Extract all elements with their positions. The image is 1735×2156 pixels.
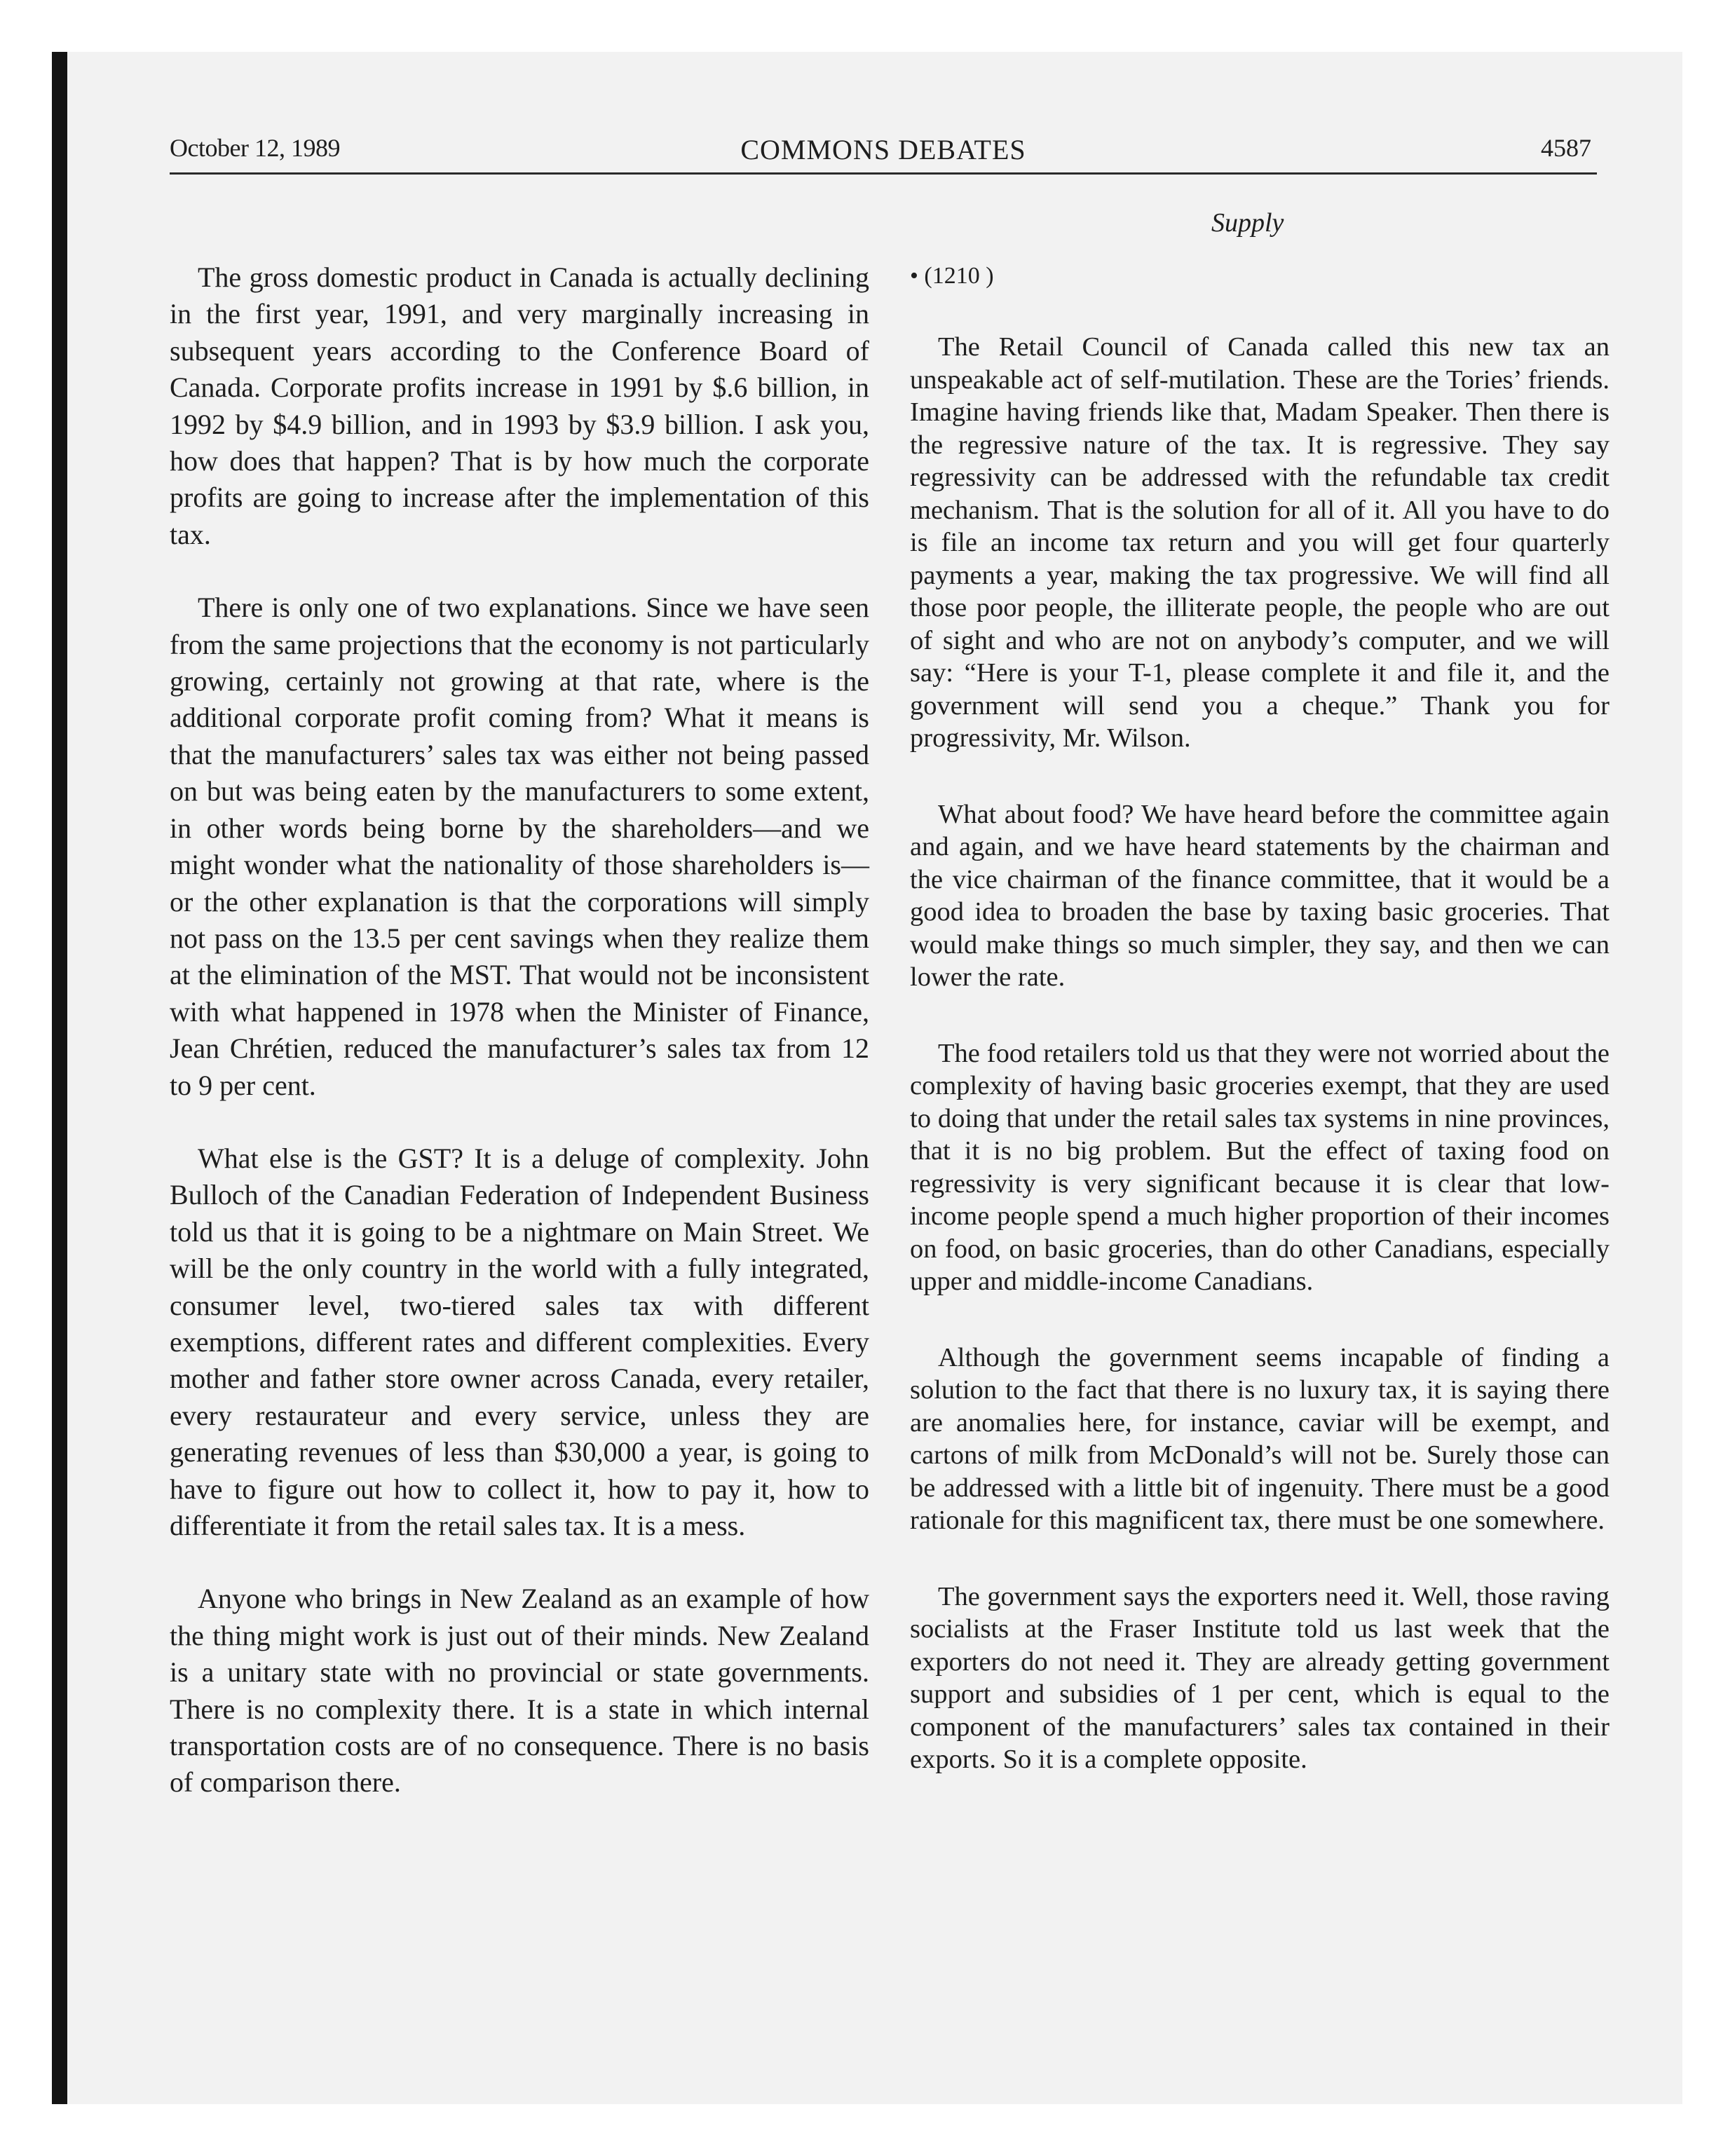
paragraph: The food retailers told us that they were not worried about the complexity of having basic groceries exempt, that they are used to doing that under the retail sales tax systems in nine provinces, that it is no big problem. But the effect of taxing food on regressivity is very significant because it is clear that low-income people spend a much higher proportion of their incomes on food, on basic groceries, than do other Canadians, especially upper and middle-income Canadians. <box>910 1038 1610 1296</box>
time-marker: • (1210 ) <box>910 263 994 289</box>
page-number: 4587 <box>1541 134 1591 162</box>
page-header <box>170 128 1597 172</box>
header-date: October 12, 1989 <box>170 134 340 162</box>
paragraph: The government says the exporters need it. Well, those raving socialists at the Fraser Institute told us last week that the exporters do not need it. They are already getting government support and subsidies of 1 per cent, which is equal to the component of the manufacturers’ sales tax contained in their exports. So it is a complete opposite. <box>910 1581 1610 1774</box>
paragraph: What else is the GST? It is a deluge of complexity. John Bulloch of the Canadian Federation of Independent Business told us that it is going to be a nightmare on Main Street. We will be the only country in the world with a fully integrated, consumer level, two-tiered sales tax with different exemptions, different rates and different complexities. Every mother and father store owner across Canada, every retailer, every restaurateur and every service, unless they are generating revenues of less than $30,000 a year, is going to have to figure out how to collect it, how to pay it, how to differentiate it from the retail sales tax. It is a mess. <box>170 1142 869 1541</box>
paragraph: Anyone who brings in New Zealand as an example of how the thing might work is just out of their minds. New Zealand is a unitary state with no provincial or state governments. There is no complexity there. It is a state in which internal transportation costs are of no consequence. There is no basis of comparison there. <box>170 1583 869 1799</box>
header-title: COMMONS DEBATES <box>740 134 1026 165</box>
paragraph: The Retail Council of Canada called this new tax an unspeakable act of self-mutilation. These are the Tories’ friends. Imagine having friends like that, Madam Speaker. Then there is the regressive nature of the tax. It is regressive. They say regressivity can be addressed with the refundable tax credit mechanism. That is the solution for all of it. All you have to do is file an income tax return and you will get four quarterly payments a year, making the tax progressive. We will find all those poor people, the illiterate people, the people who are out of sight and who are not on anybody’s computer, and we will say: “Here is your T-1, please complete it and file it, and the government will send you a cheque.” Thank you for progressivity, Mr. Wilson. <box>910 332 1610 753</box>
paragraph: There is only one of two explanations. Since we have seen from the same projections that the economy is not particularly growing, certainly not growing at that rate, where is the additional corporate profit coming from? What it means is that the manufacturers’ sales tax was either not being passed on but was being eaten by the manufacturers to some extent, in other words being borne by the shareholders—and we might wonder what the nationality of those shareholders is—or the other explanation is that the corporations will simply not pass on the 13.5 per cent savings when they realize them at the elimination of the MST. That would not be inconsistent with what happened in 1978 when the Minister of Finance, Jean Chrétien, reduced the manufacturer’s sales tax from 12 to 9 per cent. <box>170 592 869 1101</box>
paragraph: What about food? We have heard before the committee again and again, and we have heard statements by the chairman and the vice chairman of the finance committee, that it would be a good idea to broaden the base by taxing basic groceries. That would make things so much simpler, they say, and then we can lower the rate. <box>910 799 1610 992</box>
paragraph: The gross domestic product in Canada is actually declining in the first year, 1991, and very marginally increasing in subsequent years according to the Conference Board of Canada. Corporate profits increase in 1991 by $.6 billion, in 1992 by $4.9 billion, and in 1993 by $3.9 billion. I ask you, how does that happen? That is by how much the corporate profits are going to increase after the implementation of this tax. <box>170 261 869 550</box>
right-column <box>910 261 1610 1820</box>
paragraph: Although the government seems incapable of finding a solution to the fact that there is no luxury tax, it is saying there are anomalies here, for instance, caviar will be exempt, and cartons of milk from McDonald’s will not be. Surely those can be addressed with a little bit of ingenuity. There must be a good rationale for this magnificent tax, there must be one somewhere. <box>910 1342 1610 1535</box>
left-column <box>170 259 869 1838</box>
section-label: Supply <box>1211 208 1284 238</box>
header-rule <box>170 172 1597 175</box>
scan-edge-bar <box>52 52 67 2104</box>
